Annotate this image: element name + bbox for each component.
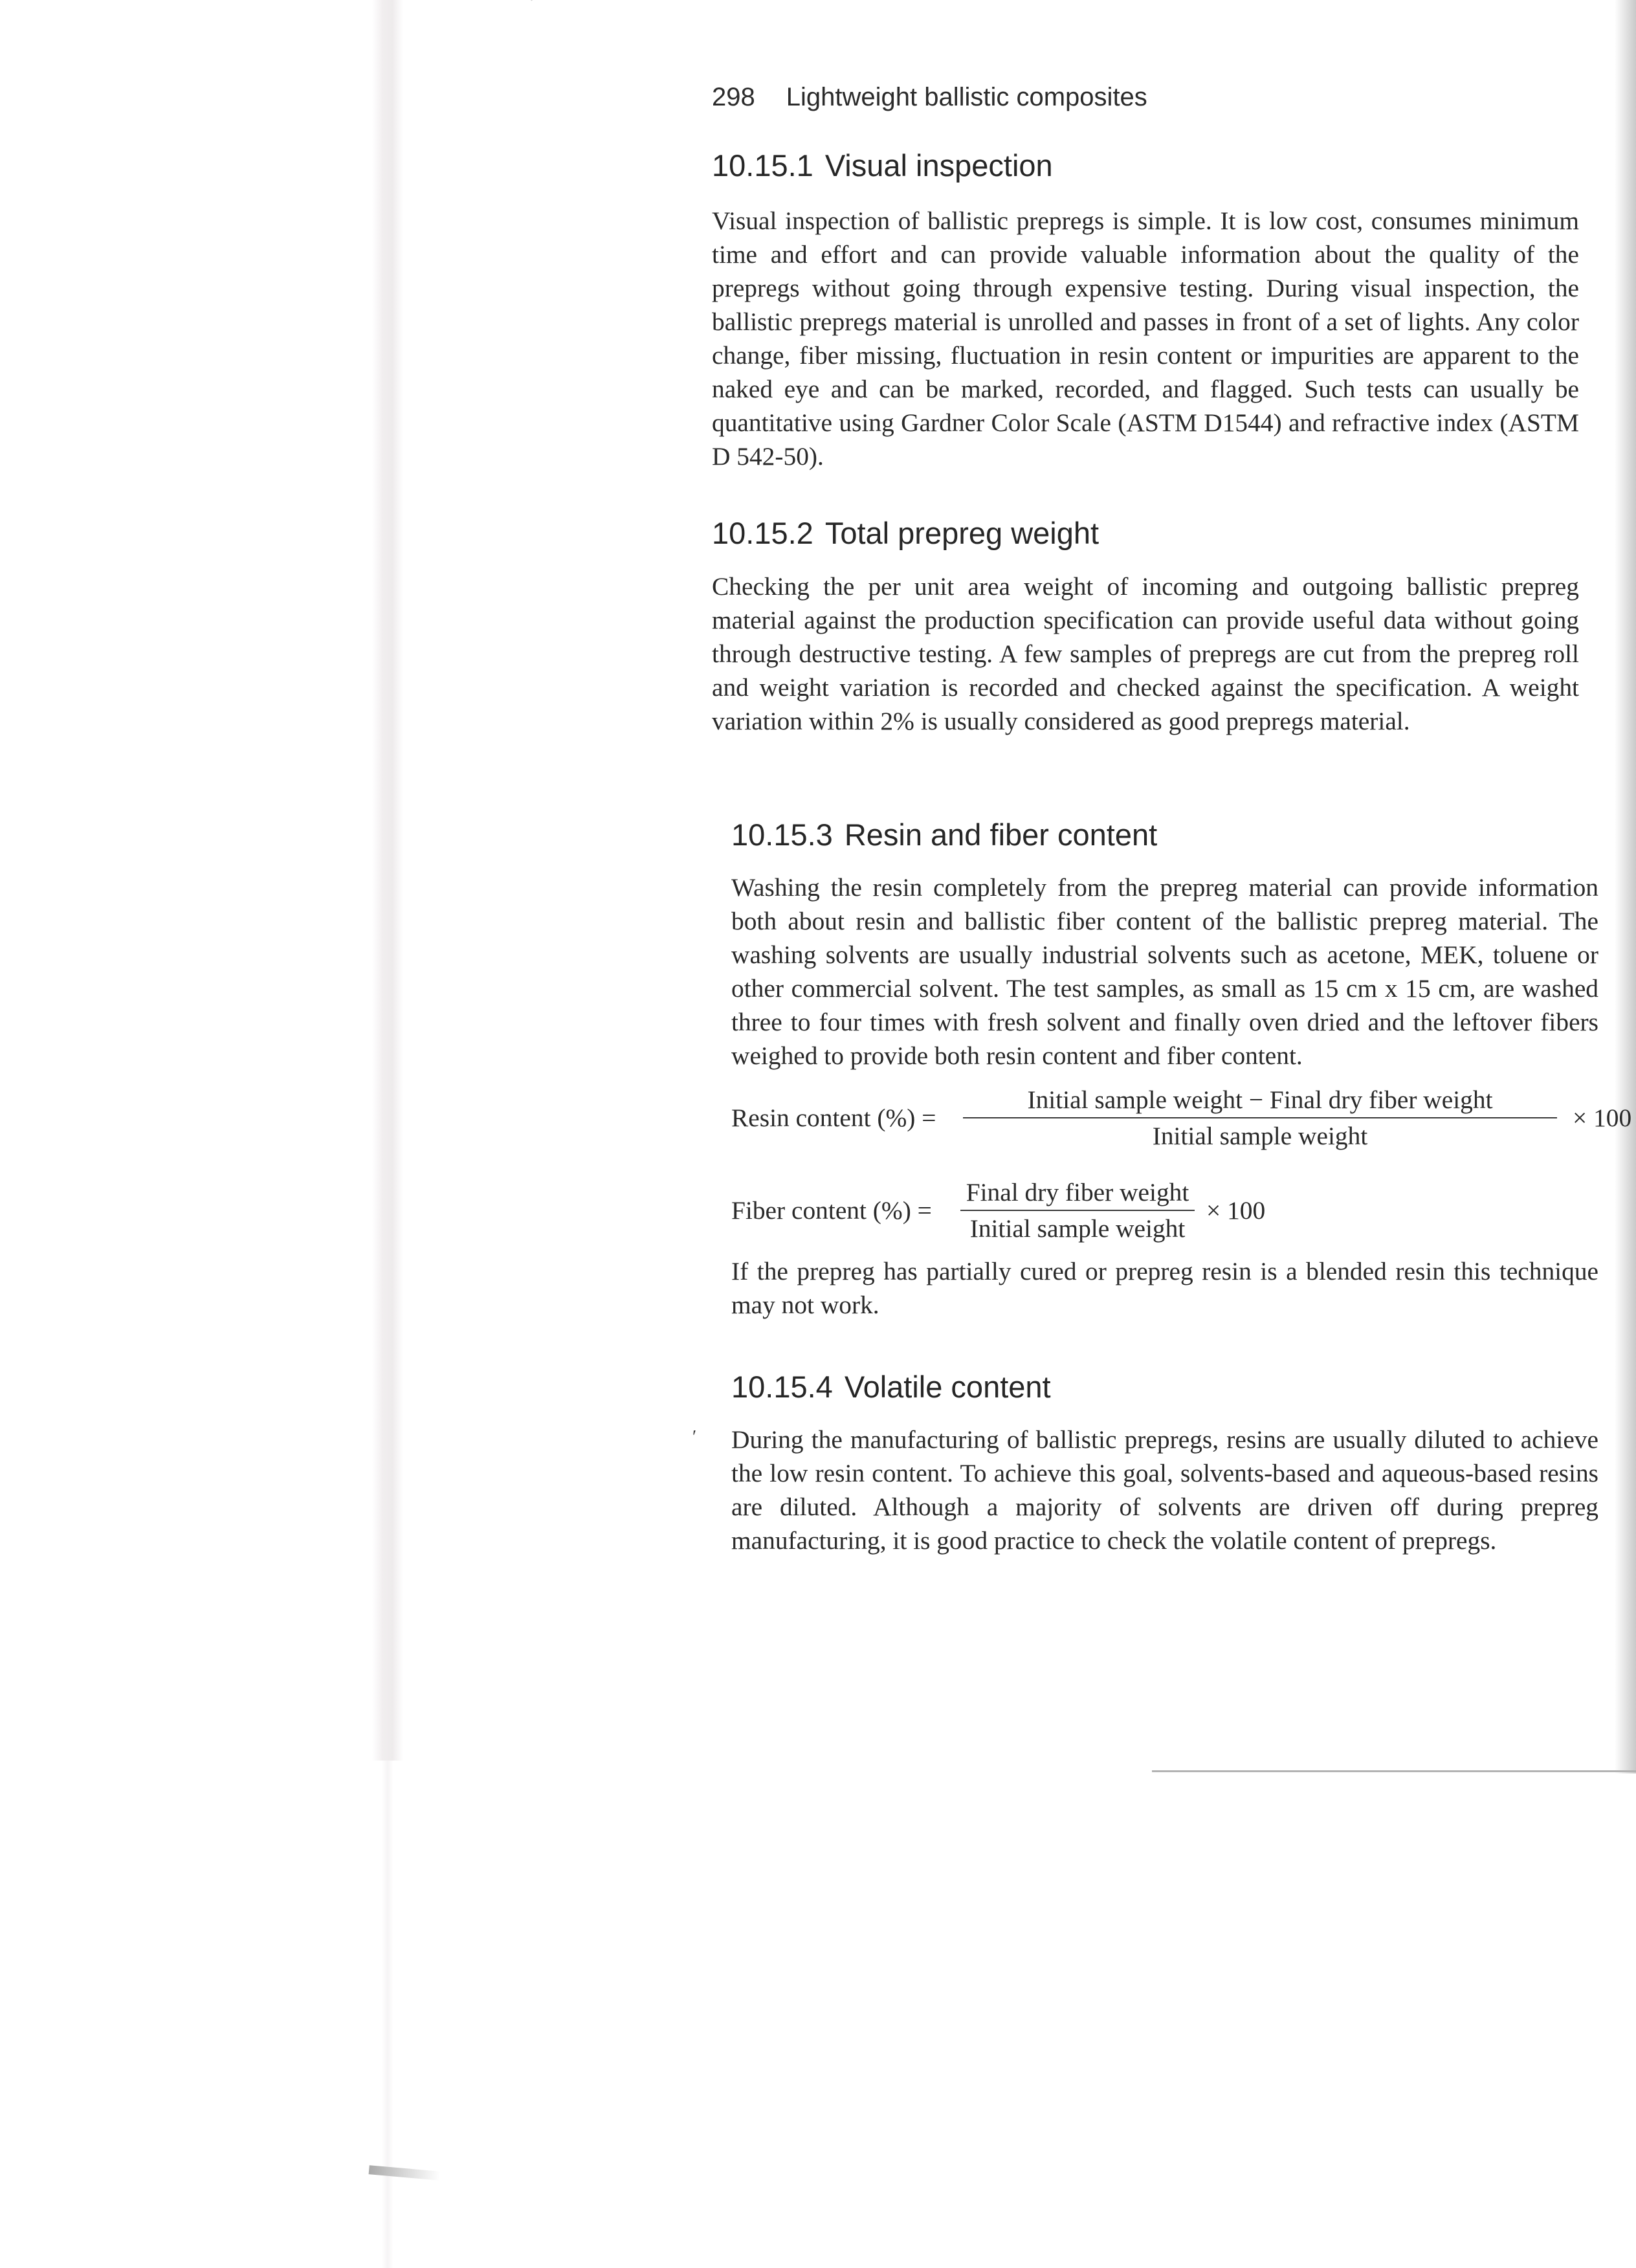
formula-denominator: Initial sample weight — [1152, 1122, 1368, 1150]
fraction-bar — [960, 1210, 1195, 1211]
formula-multiplier: × 100 — [1206, 1196, 1266, 1225]
body-paragraph: Washing the resin completely from the prepreg material can provide information both about resin and ballistic fiber content of the ballistic prepreg material. The washing solvents are usually industrial solvents such as acetone, MEK, toluene or other commercial solvent. The test samples, as small as 15 cm x 15 cm, are washed three to four times with fresh solvent and finally oven dried and the leftover fibers weighed to provide both resin content and fiber content. — [731, 873, 1598, 1070]
body-paragraph: Visual inspection of ballistic prepregs is simple. It is low cost, consumes minimum time and effort and can provide valuable information about the quality of the prepregs without going through expensive testing. During visual inspection, the ballistic prepregs material is unrolled and passes in front of a set of lights. Any color change, fiber missing, fluctuation in resin content or impurities are apparent to the naked eye and can be marked, recorded, and flagged. Such tests can usually be quantitative using Gardner Color Scale (ASTM D1544) and refractive index (ASTM D 542-50). — [712, 206, 1579, 471]
section-heading — [712, 148, 1053, 183]
resin-content-formula — [731, 1085, 1632, 1159]
section-number: 10.15.4 — [731, 1370, 833, 1404]
formula-numerator: Final dry fiber weight — [966, 1178, 1189, 1206]
body-paragraph: If the prepreg has partially cured or prepreg resin is a blended resin this technique may not work. — [731, 1257, 1598, 1319]
page-corner-mark — [369, 2165, 441, 2181]
running-title: Lightweight ballistic composites — [786, 83, 1147, 111]
fraction-bar — [963, 1117, 1557, 1118]
page-bottom-edge — [1152, 1770, 1636, 1772]
section-title: Volatile content — [844, 1370, 1051, 1404]
section-number: 10.15.3 — [731, 817, 833, 852]
formula-denominator: Initial sample weight — [969, 1214, 1186, 1243]
fiber-content-formula — [731, 1180, 1314, 1251]
section-heading — [731, 1369, 1051, 1405]
body-paragraph: Checking the per unit area weight of incoming and outgoing ballistic prepreg material against the production specification can provide useful data without going through destructive testing. A few samples of prepregs are cut from the prepreg roll and weight variation is recorded and checked against the specification. A weight variation within 2% is usually considered as good prepregs material. — [712, 572, 1579, 735]
formula-multiplier: × 100 — [1573, 1104, 1632, 1132]
section-title: Total prepreg weight — [824, 516, 1100, 550]
page-gutter-shadow-lower — [382, 1761, 393, 2268]
formula-numerator: Initial sample weight − Final dry fiber weight — [1027, 1085, 1493, 1114]
section-heading — [731, 817, 1157, 852]
section-title: Resin and fiber content — [844, 817, 1158, 852]
section-number: 10.15.1 — [712, 148, 813, 183]
page-gutter-shadow — [372, 0, 403, 1761]
formula-lhs: Fiber content (%) = — [731, 1196, 932, 1225]
scan-scratch — [531, 0, 561, 1]
page-edge-shadow — [1615, 0, 1636, 1773]
section-number: 10.15.2 — [712, 516, 813, 550]
section-title: Visual inspection — [824, 148, 1053, 183]
page-number: 298 — [712, 83, 755, 111]
running-header — [712, 83, 1147, 112]
formula-lhs: Resin content (%) = — [731, 1104, 936, 1132]
stray-mark: ′ — [692, 1427, 697, 1447]
body-paragraph: During the manufacturing of ballistic prepregs, resins are usually diluted to achieve the low resin content. To achieve this goal, solvents-based and aqueous-based resins are diluted. Although a majority of solvents are driven off during prepreg manufacturing, it is good practice to check the volatile content of prepregs. — [731, 1425, 1598, 1555]
section-heading — [712, 515, 1099, 551]
